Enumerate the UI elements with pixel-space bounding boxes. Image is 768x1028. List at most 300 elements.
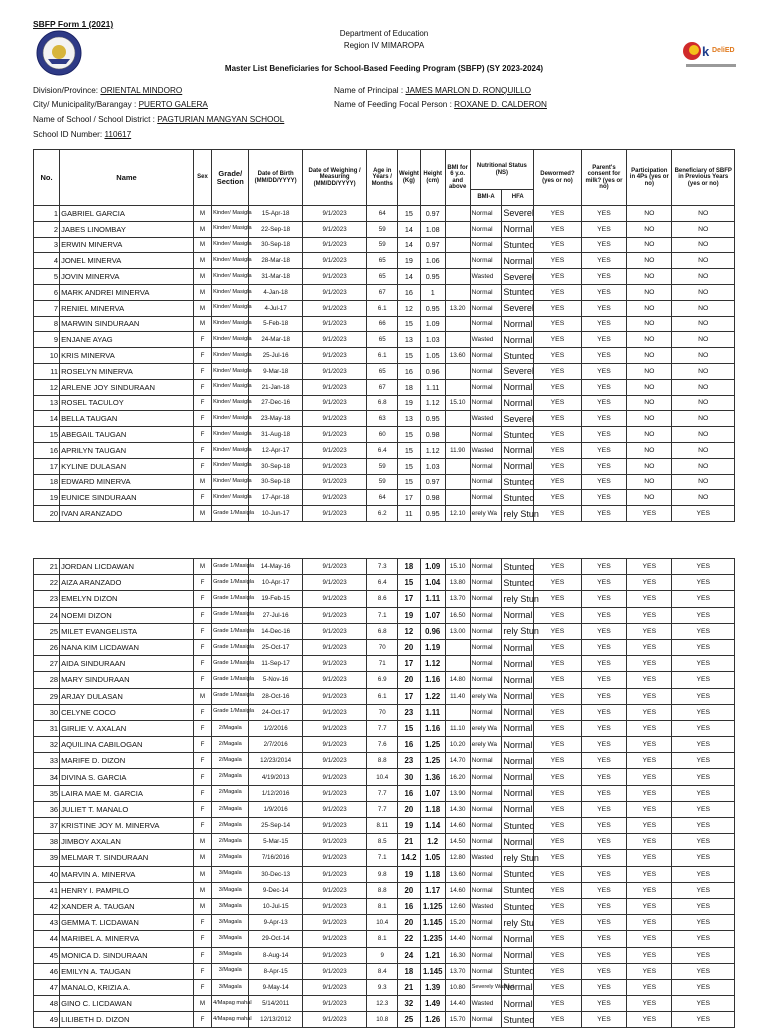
- hfa-status: Normal: [502, 785, 534, 801]
- sex: F: [193, 737, 211, 753]
- weight: 15: [398, 575, 421, 591]
- table-row: [34, 656, 735, 672]
- 4ps-participation: YES: [627, 931, 672, 947]
- focal-person-line: [334, 100, 547, 109]
- bmi: 13.00: [445, 623, 470, 639]
- age: 6.9: [367, 672, 398, 688]
- dewormed: YES: [534, 363, 582, 379]
- bmi: [445, 474, 470, 490]
- weight: 20: [398, 915, 421, 931]
- row-number: 41: [34, 882, 60, 898]
- bmi: [445, 284, 470, 300]
- focal-person-value: ROXANE D. CALDERON: [454, 100, 547, 109]
- dewormed: YES: [534, 316, 582, 332]
- milk-consent: YES: [581, 591, 626, 607]
- previous-beneficiary: NO: [672, 427, 735, 443]
- sex: M: [193, 253, 211, 269]
- bmi-a-status: Normal: [470, 963, 502, 979]
- previous-beneficiary: YES: [672, 947, 735, 963]
- hfa-status: Normal: [502, 704, 534, 720]
- student-name: EUNICE SINDURAAN: [60, 490, 194, 506]
- student-name: EDWARD MINERVA: [60, 474, 194, 490]
- student-name: BELLA TAUGAN: [60, 411, 194, 427]
- table-row: [34, 947, 735, 963]
- dewormed: YES: [534, 379, 582, 395]
- dewormed: YES: [534, 269, 582, 285]
- age: 65: [367, 253, 398, 269]
- grade-section: Kinder/ Masigla: [212, 379, 249, 395]
- weight: 14: [398, 237, 421, 253]
- weight: 15: [398, 720, 421, 736]
- hfa-status: Normal: [502, 656, 534, 672]
- bmi-a-status: Normal: [470, 882, 502, 898]
- row-number: 29: [34, 688, 60, 704]
- milk-consent: YES: [581, 300, 626, 316]
- region-name: Region IV MIMAROPA: [343, 41, 425, 50]
- age: 8.8: [367, 882, 398, 898]
- date-of-birth: 5/14/2011: [249, 996, 302, 1012]
- student-name: KRISTINE JOY M. MINERVA: [60, 818, 194, 834]
- height: 1.18: [420, 801, 445, 817]
- document-title: Master List Beneficiaries for School-Based Feeding Program (SBFP) (SY 2023-2024): [224, 64, 544, 73]
- city-line: [33, 100, 208, 109]
- 4ps-participation: NO: [627, 348, 672, 364]
- row-number: 38: [34, 834, 60, 850]
- row-number: 48: [34, 996, 60, 1012]
- row-number: 31: [34, 720, 60, 736]
- weight: 21: [398, 834, 421, 850]
- previous-beneficiary: NO: [672, 284, 735, 300]
- sex: F: [193, 379, 211, 395]
- milk-consent: YES: [581, 915, 626, 931]
- hfa-status: Stunted: [502, 474, 534, 490]
- bmi-a-status: Wasted: [470, 850, 502, 866]
- row-number: 2: [34, 221, 60, 237]
- bmi-a-status: Normal: [470, 591, 502, 607]
- weight: 23: [398, 753, 421, 769]
- weight: 20: [398, 801, 421, 817]
- height: 1.235: [420, 931, 445, 947]
- hfa-status: Stunted: [502, 882, 534, 898]
- col-age: Age in Years / Months: [367, 150, 398, 206]
- bmi: 12.80: [445, 850, 470, 866]
- table-row: [34, 769, 735, 785]
- 4ps-participation: NO: [627, 490, 672, 506]
- svg-text:k: k: [702, 44, 710, 59]
- dewormed: YES: [534, 996, 582, 1012]
- previous-beneficiary: NO: [672, 411, 735, 427]
- milk-consent: YES: [581, 753, 626, 769]
- row-number: 43: [34, 915, 60, 931]
- hfa-status: Stunted: [502, 427, 534, 443]
- dewormed: YES: [534, 575, 582, 591]
- date-of-birth: 2/7/2016: [249, 737, 302, 753]
- previous-beneficiary: YES: [672, 1012, 735, 1028]
- date-of-weighing: 9/1/2023: [302, 237, 367, 253]
- sex: F: [193, 348, 211, 364]
- 4ps-participation: YES: [627, 850, 672, 866]
- age: 6.2: [367, 506, 398, 522]
- date-of-weighing: 9/1/2023: [302, 1012, 367, 1028]
- grade-section: Kinder/ Masigla: [212, 332, 249, 348]
- student-name: KYLINE DULASAN: [60, 458, 194, 474]
- sex: F: [193, 801, 211, 817]
- bmi: 11.40: [445, 688, 470, 704]
- hfa-status: Normal: [502, 688, 534, 704]
- row-number: 21: [34, 559, 60, 575]
- grade-section: Kinder/ Masigla: [212, 395, 249, 411]
- col-previous: Beneficiary of SBFP in Previous Years (yes or no): [672, 150, 735, 206]
- hfa-status: Normal: [502, 801, 534, 817]
- milk-consent: YES: [581, 206, 626, 222]
- milk-consent: YES: [581, 253, 626, 269]
- date-of-birth: 9-May-14: [249, 979, 302, 995]
- bmi-a-status: Normal: [470, 316, 502, 332]
- dewormed: YES: [534, 785, 582, 801]
- age: 7.3: [367, 559, 398, 575]
- table-row: [34, 300, 735, 316]
- row-number: 35: [34, 785, 60, 801]
- bmi: 13.80: [445, 575, 470, 591]
- table-row: [34, 395, 735, 411]
- row-number: 6: [34, 284, 60, 300]
- table-row: [34, 979, 735, 995]
- milk-consent: YES: [581, 221, 626, 237]
- milk-consent: YES: [581, 963, 626, 979]
- bmi: 13.20: [445, 300, 470, 316]
- sex: F: [193, 656, 211, 672]
- sex: F: [193, 411, 211, 427]
- row-number: 1: [34, 206, 60, 222]
- table-row: [34, 737, 735, 753]
- sex: M: [193, 866, 211, 882]
- student-name: GIRLIE V. AXALAN: [60, 720, 194, 736]
- grade-section: Kinder/ Masigla: [212, 206, 249, 222]
- row-number: 22: [34, 575, 60, 591]
- weight: 22: [398, 931, 421, 947]
- student-name: ENJANE AYAG: [60, 332, 194, 348]
- dewormed: YES: [534, 704, 582, 720]
- bmi: 14.70: [445, 753, 470, 769]
- bmi: 14.80: [445, 672, 470, 688]
- hfa-status: Normal: [502, 253, 534, 269]
- age: 6.1: [367, 300, 398, 316]
- student-name: MARIBEL A. MINERVA: [60, 931, 194, 947]
- grade-section: Kinder/ Masigla: [212, 442, 249, 458]
- milk-consent: YES: [581, 769, 626, 785]
- grade-section: 3/Magala: [212, 898, 249, 914]
- bmi: 14.40: [445, 931, 470, 947]
- student-name: LAIRA MAE M. GARCIA: [60, 785, 194, 801]
- 4ps-participation: YES: [627, 979, 672, 995]
- height: 1.03: [420, 332, 445, 348]
- 4ps-participation: YES: [627, 720, 672, 736]
- table-row: [34, 607, 735, 623]
- row-number: 34: [34, 769, 60, 785]
- date-of-weighing: 9/1/2023: [302, 898, 367, 914]
- grade-section: Kinder/ Masigla: [212, 348, 249, 364]
- bmi-a-status: Normal: [470, 300, 502, 316]
- table-row: [34, 575, 735, 591]
- date-of-birth: 14-May-16: [249, 559, 302, 575]
- date-of-weighing: 9/1/2023: [302, 737, 367, 753]
- date-of-birth: 23-May-18: [249, 411, 302, 427]
- previous-beneficiary: YES: [672, 818, 735, 834]
- division-line: [33, 86, 182, 95]
- sex: F: [193, 769, 211, 785]
- height: 1.26: [420, 1012, 445, 1028]
- row-number: 5: [34, 269, 60, 285]
- bmi-a-status: Normal: [470, 221, 502, 237]
- previous-beneficiary: YES: [672, 591, 735, 607]
- row-number: 30: [34, 704, 60, 720]
- bmi: 14.60: [445, 818, 470, 834]
- age: 8.6: [367, 591, 398, 607]
- age: 6.4: [367, 442, 398, 458]
- city-label: City/ Municipality/Barangay :: [33, 100, 137, 109]
- milk-consent: YES: [581, 785, 626, 801]
- grade-section: 3/Magala: [212, 979, 249, 995]
- hfa-status: Severel: [502, 269, 534, 285]
- bmi-a-status: Normal: [470, 575, 502, 591]
- dewormed: YES: [534, 639, 582, 655]
- table-row: [34, 931, 735, 947]
- table-row: [34, 753, 735, 769]
- student-name: AIZA ARANZADO: [60, 575, 194, 591]
- student-name: JABES LINOMBAY: [60, 221, 194, 237]
- hfa-status: Normal: [502, 379, 534, 395]
- height: 1.05: [420, 348, 445, 364]
- grade-section: Grade 1/Masigla: [212, 672, 249, 688]
- height: 1.125: [420, 898, 445, 914]
- date-of-birth: 7/16/2016: [249, 850, 302, 866]
- row-number: 20: [34, 506, 60, 522]
- hfa-status: Stunted: [502, 348, 534, 364]
- row-number: 36: [34, 801, 60, 817]
- milk-consent: YES: [581, 348, 626, 364]
- col-ns: Nutritional Status (NS): [470, 150, 534, 190]
- bmi-a-status: Severely Wasted: [470, 979, 502, 995]
- student-name: EMILYN A. TAUGAN: [60, 963, 194, 979]
- 4ps-participation: YES: [627, 737, 672, 753]
- date-of-birth: 9-Apr-13: [249, 915, 302, 931]
- sex: F: [193, 363, 211, 379]
- age: 59: [367, 237, 398, 253]
- bmi: [445, 427, 470, 443]
- weight: 16: [398, 737, 421, 753]
- height: 1.14: [420, 818, 445, 834]
- col-dob: Date of Birth (MM/DD/YYYY): [249, 150, 302, 206]
- previous-beneficiary: YES: [672, 834, 735, 850]
- bmi: 13.70: [445, 591, 470, 607]
- age: 12.3: [367, 996, 398, 1012]
- height: 1.05: [420, 850, 445, 866]
- row-number: 47: [34, 979, 60, 995]
- dewormed: YES: [534, 221, 582, 237]
- 4ps-participation: YES: [627, 947, 672, 963]
- weight: 19: [398, 818, 421, 834]
- student-name: JORDAN LICDAWAN: [60, 559, 194, 575]
- row-number: 28: [34, 672, 60, 688]
- height: 1.09: [420, 559, 445, 575]
- date-of-weighing: 9/1/2023: [302, 348, 367, 364]
- grade-section: Kinder/ Masigla: [212, 300, 249, 316]
- milk-consent: YES: [581, 575, 626, 591]
- height: 0.98: [420, 490, 445, 506]
- date-of-weighing: 9/1/2023: [302, 818, 367, 834]
- grade-section: 2/Magala: [212, 834, 249, 850]
- age: 71: [367, 656, 398, 672]
- age: 9.8: [367, 866, 398, 882]
- date-of-weighing: 9/1/2023: [302, 688, 367, 704]
- 4ps-participation: NO: [627, 332, 672, 348]
- weight: 15: [398, 474, 421, 490]
- date-of-weighing: 9/1/2023: [302, 474, 367, 490]
- bmi-a-status: Normal: [470, 474, 502, 490]
- dewormed: YES: [534, 801, 582, 817]
- date-of-birth: 5-Mar-15: [249, 834, 302, 850]
- row-number: 42: [34, 898, 60, 914]
- sex: F: [193, 332, 211, 348]
- table-row: [34, 221, 735, 237]
- date-of-weighing: 9/1/2023: [302, 753, 367, 769]
- age: 9: [367, 947, 398, 963]
- dewormed: YES: [534, 753, 582, 769]
- previous-beneficiary: NO: [672, 206, 735, 222]
- bmi-a-status: Normal: [470, 639, 502, 655]
- grade-section: Grade 1/Masigla: [212, 559, 249, 575]
- hfa-status: Stunted: [502, 559, 534, 575]
- age: 8.5: [367, 834, 398, 850]
- weight: 19: [398, 607, 421, 623]
- date-of-weighing: 9/1/2023: [302, 221, 367, 237]
- row-number: 16: [34, 442, 60, 458]
- milk-consent: YES: [581, 704, 626, 720]
- student-name: DIVINA S. GARCIA: [60, 769, 194, 785]
- table-row: [34, 834, 735, 850]
- dewormed: YES: [534, 458, 582, 474]
- table-row: [34, 963, 735, 979]
- milk-consent: YES: [581, 737, 626, 753]
- milk-consent: YES: [581, 490, 626, 506]
- row-number: 44: [34, 931, 60, 947]
- 4ps-participation: YES: [627, 963, 672, 979]
- sex: M: [193, 506, 211, 522]
- previous-beneficiary: YES: [672, 704, 735, 720]
- date-of-weighing: 9/1/2023: [302, 591, 367, 607]
- date-of-weighing: 9/1/2023: [302, 866, 367, 882]
- row-number: 8: [34, 316, 60, 332]
- sex: F: [193, 639, 211, 655]
- 4ps-participation: YES: [627, 639, 672, 655]
- hfa-status: Normal: [502, 221, 534, 237]
- milk-consent: YES: [581, 898, 626, 914]
- height: 1.11: [420, 379, 445, 395]
- previous-beneficiary: YES: [672, 979, 735, 995]
- dewormed: YES: [534, 395, 582, 411]
- height: 1.39: [420, 979, 445, 995]
- milk-consent: YES: [581, 623, 626, 639]
- bmi-a-status: Normal: [470, 753, 502, 769]
- date-of-birth: 8-Aug-14: [249, 947, 302, 963]
- table-row: [34, 591, 735, 607]
- bmi-a-status: Normal: [470, 490, 502, 506]
- date-of-weighing: 9/1/2023: [302, 931, 367, 947]
- age: 6.1: [367, 348, 398, 364]
- hfa-status: Stunted: [502, 818, 534, 834]
- 4ps-participation: YES: [627, 785, 672, 801]
- previous-beneficiary: NO: [672, 458, 735, 474]
- row-number: 13: [34, 395, 60, 411]
- weight: 19: [398, 253, 421, 269]
- date-of-birth: 24-Oct-17: [249, 704, 302, 720]
- date-of-birth: 31-Aug-18: [249, 427, 302, 443]
- dewormed: YES: [534, 979, 582, 995]
- beneficiaries-table-2: [33, 558, 735, 1028]
- student-name: AQUILINA CABILOGAN: [60, 737, 194, 753]
- weight: 19: [398, 866, 421, 882]
- age: 8.11: [367, 818, 398, 834]
- date-of-weighing: 9/1/2023: [302, 963, 367, 979]
- date-of-weighing: 9/1/2023: [302, 284, 367, 300]
- sex: F: [193, 785, 211, 801]
- milk-consent: YES: [581, 395, 626, 411]
- previous-beneficiary: NO: [672, 316, 735, 332]
- dewormed: YES: [534, 559, 582, 575]
- row-number: 15: [34, 427, 60, 443]
- previous-beneficiary: NO: [672, 395, 735, 411]
- student-name: LILIBETH D. DIZON: [60, 1012, 194, 1028]
- grade-section: 3/Magala: [212, 947, 249, 963]
- student-name: HENRY I. PAMPILO: [60, 882, 194, 898]
- milk-consent: YES: [581, 506, 626, 522]
- bmi: 15.10: [445, 559, 470, 575]
- date-of-weighing: 9/1/2023: [302, 607, 367, 623]
- table-row: [34, 411, 735, 427]
- 4ps-participation: NO: [627, 427, 672, 443]
- school-line: [33, 115, 284, 124]
- hfa-status: Normal: [502, 769, 534, 785]
- previous-beneficiary: YES: [672, 688, 735, 704]
- date-of-birth: 1/2/2016: [249, 720, 302, 736]
- bmi-a-status: Normal: [470, 427, 502, 443]
- bmi: [445, 490, 470, 506]
- milk-consent: YES: [581, 607, 626, 623]
- dewormed: YES: [534, 474, 582, 490]
- height: 1.12: [420, 442, 445, 458]
- milk-consent: YES: [581, 427, 626, 443]
- weight: 17: [398, 688, 421, 704]
- grade-section: 3/Magala: [212, 915, 249, 931]
- 4ps-participation: YES: [627, 559, 672, 575]
- age: 66: [367, 316, 398, 332]
- weight: 12: [398, 623, 421, 639]
- hfa-status: Normal: [502, 737, 534, 753]
- sex: F: [193, 704, 211, 720]
- 4ps-participation: NO: [627, 253, 672, 269]
- grade-section: Grade 1/Masigla: [212, 623, 249, 639]
- date-of-birth: 21-Jan-18: [249, 379, 302, 395]
- bmi: [445, 363, 470, 379]
- dewormed: YES: [534, 490, 582, 506]
- bmi: [445, 206, 470, 222]
- height: 1.18: [420, 866, 445, 882]
- date-of-weighing: 9/1/2023: [302, 639, 367, 655]
- height: 1.36: [420, 769, 445, 785]
- weight: 11: [398, 506, 421, 522]
- date-of-birth: 11-Sep-17: [249, 656, 302, 672]
- school-id-label: School ID Number:: [33, 130, 103, 139]
